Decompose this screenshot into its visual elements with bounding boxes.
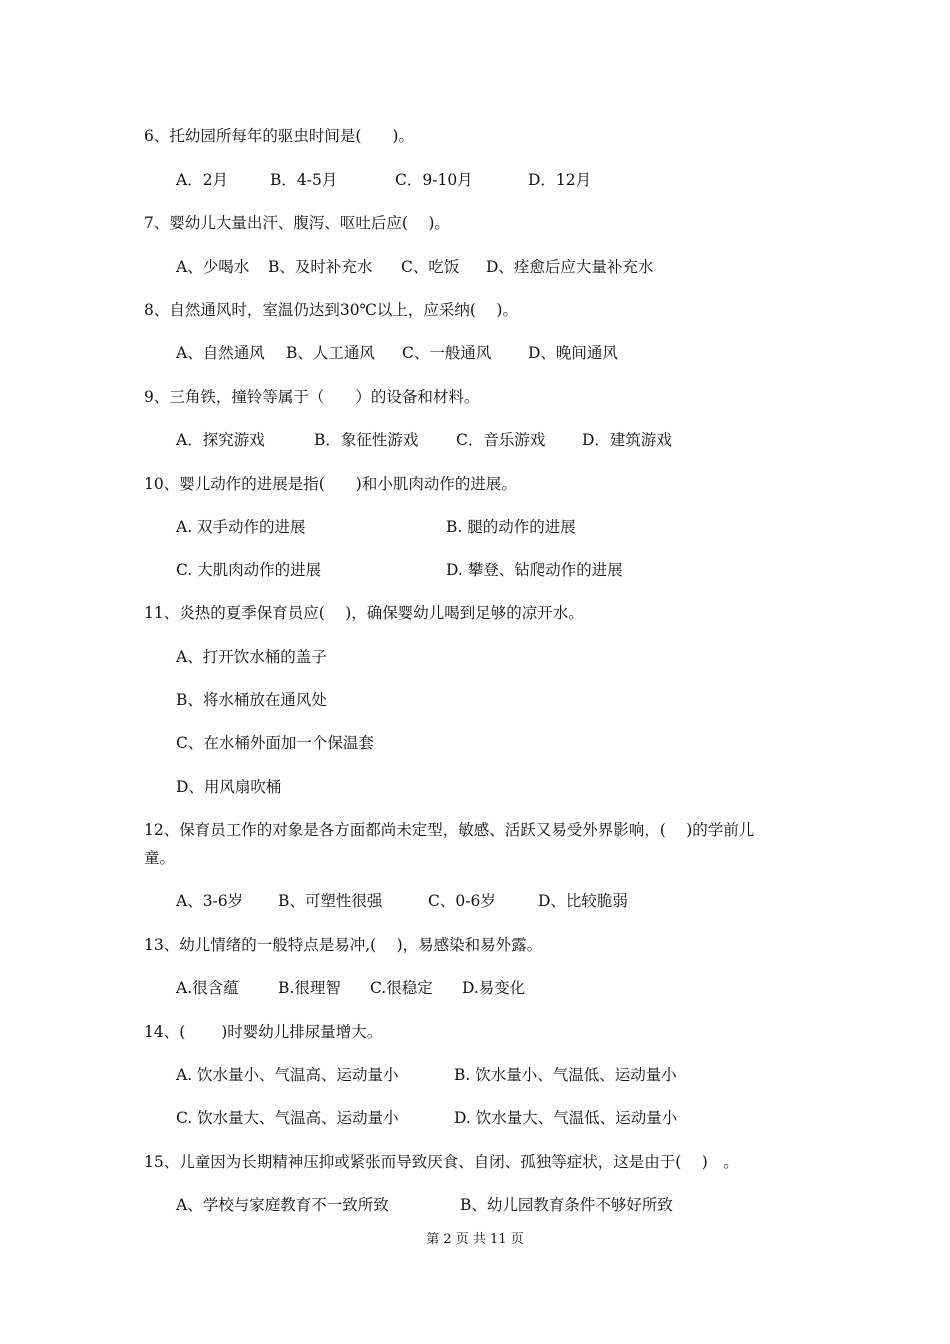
question-13-option-b: B.很理智 [278, 979, 341, 997]
page-footer: 第 2 页 共 11 页 [426, 1232, 524, 1247]
question-13-option-d: D.易变化 [462, 979, 526, 997]
question-8-stem: 8、自然通风时，室温仍达到30℃以上，应采纳( )。 [144, 301, 518, 319]
question-7-option-b: B、及时补充水 [268, 258, 373, 276]
question-6-option-b: B．4-5月 [270, 171, 338, 189]
question-15-option-a: A、学校与家庭教育不一致所致 [176, 1196, 389, 1214]
question-11-stem: 11、炎热的夏季保育员应( )，确保婴幼儿喝到足够的凉开水。 [144, 604, 584, 622]
question-14-option-c: C. 饮水量大、气温高、运动量小 [176, 1109, 399, 1127]
question-9-option-c: C．音乐游戏 [456, 431, 546, 449]
question-13-option-a: A.很含蕴 [176, 979, 239, 997]
question-12-option-b: B、可塑性很强 [278, 892, 383, 910]
question-13-stem: 13、幼儿情绪的一般特点是易冲,( )，易感染和易外露。 [144, 936, 543, 954]
question-11-option-c: C、在水桶外面加一个保温套 [176, 734, 374, 752]
question-12-stem: 12、保育员工作的对象是各方面都尚未定型，敏感、活跃又易受外界影响，( )的学前儿 [144, 821, 755, 839]
question-12-option-c: C、0-6岁 [428, 892, 496, 910]
question-14-option-a: A. 饮水量小、气温高、运动量小 [176, 1066, 399, 1084]
question-8-option-d: D、晚间通风 [528, 344, 618, 362]
question-6-option-a: A．2月 [176, 171, 229, 189]
question-6-option-d: D．12月 [528, 171, 592, 189]
question-13-option-c: C.很稳定 [370, 979, 433, 997]
question-10-option-b: B. 腿的动作的进展 [446, 518, 576, 536]
question-10-option-d: D. 攀登、钻爬动作的进展 [446, 561, 623, 579]
question-6-stem: 6、托幼园所每年的驱虫时间是( )。 [144, 127, 414, 145]
question-9-stem: 9、三角铁，撞铃等属于（ ）的设备和材料。 [144, 388, 480, 406]
question-15-option-b: B、幼儿园教育条件不够好所致 [460, 1196, 673, 1214]
question-15-stem: 15、儿童因为长期精神压抑或紧张而导致厌食、自闭、孤独等症状，这是由于( ) 。 [144, 1153, 739, 1171]
question-9-option-a: A．探究游戏 [176, 431, 265, 449]
question-7-option-a: A、少喝水 [176, 258, 250, 276]
question-11-option-b: B、将水桶放在通风处 [176, 691, 327, 709]
question-7-stem: 7、婴幼儿大量出汗、腹泻、呕吐后应( )。 [144, 214, 450, 232]
question-12-option-d: D、比较脆弱 [538, 892, 628, 910]
question-6-option-c: C．9-10月 [395, 171, 473, 189]
question-11-option-a: A、打开饮水桶的盖子 [176, 648, 327, 666]
question-9-option-b: B．象征性游戏 [314, 431, 419, 449]
question-8-option-a: A、自然通风 [176, 344, 265, 362]
question-14-option-b: B. 饮水量小、气温低、运动量小 [454, 1066, 677, 1084]
question-10-option-c: C. 大肌肉动作的进展 [176, 561, 322, 579]
question-12-stem-continued: 童。 [144, 849, 176, 867]
question-8-option-b: B、人工通风 [286, 344, 375, 362]
question-7-option-c: C、吃饭 [401, 258, 460, 276]
question-7-option-d: D、痊愈后应大量补充水 [486, 258, 654, 276]
question-12-option-a: A、3-6岁 [176, 892, 244, 910]
question-8-option-c: C、一般通风 [402, 344, 492, 362]
question-11-option-d: D、用风扇吹桶 [176, 778, 282, 796]
question-14-stem: 14、( )时婴幼儿排尿量增大。 [144, 1023, 383, 1041]
question-14-option-d: D. 饮水量大、气温低、运动量小 [454, 1109, 678, 1127]
question-9-option-d: D．建筑游戏 [582, 431, 672, 449]
question-10-option-a: A. 双手动作的进展 [176, 518, 306, 536]
question-10-stem: 10、婴儿动作的进展是指( )和小肌肉动作的进展。 [144, 475, 517, 493]
